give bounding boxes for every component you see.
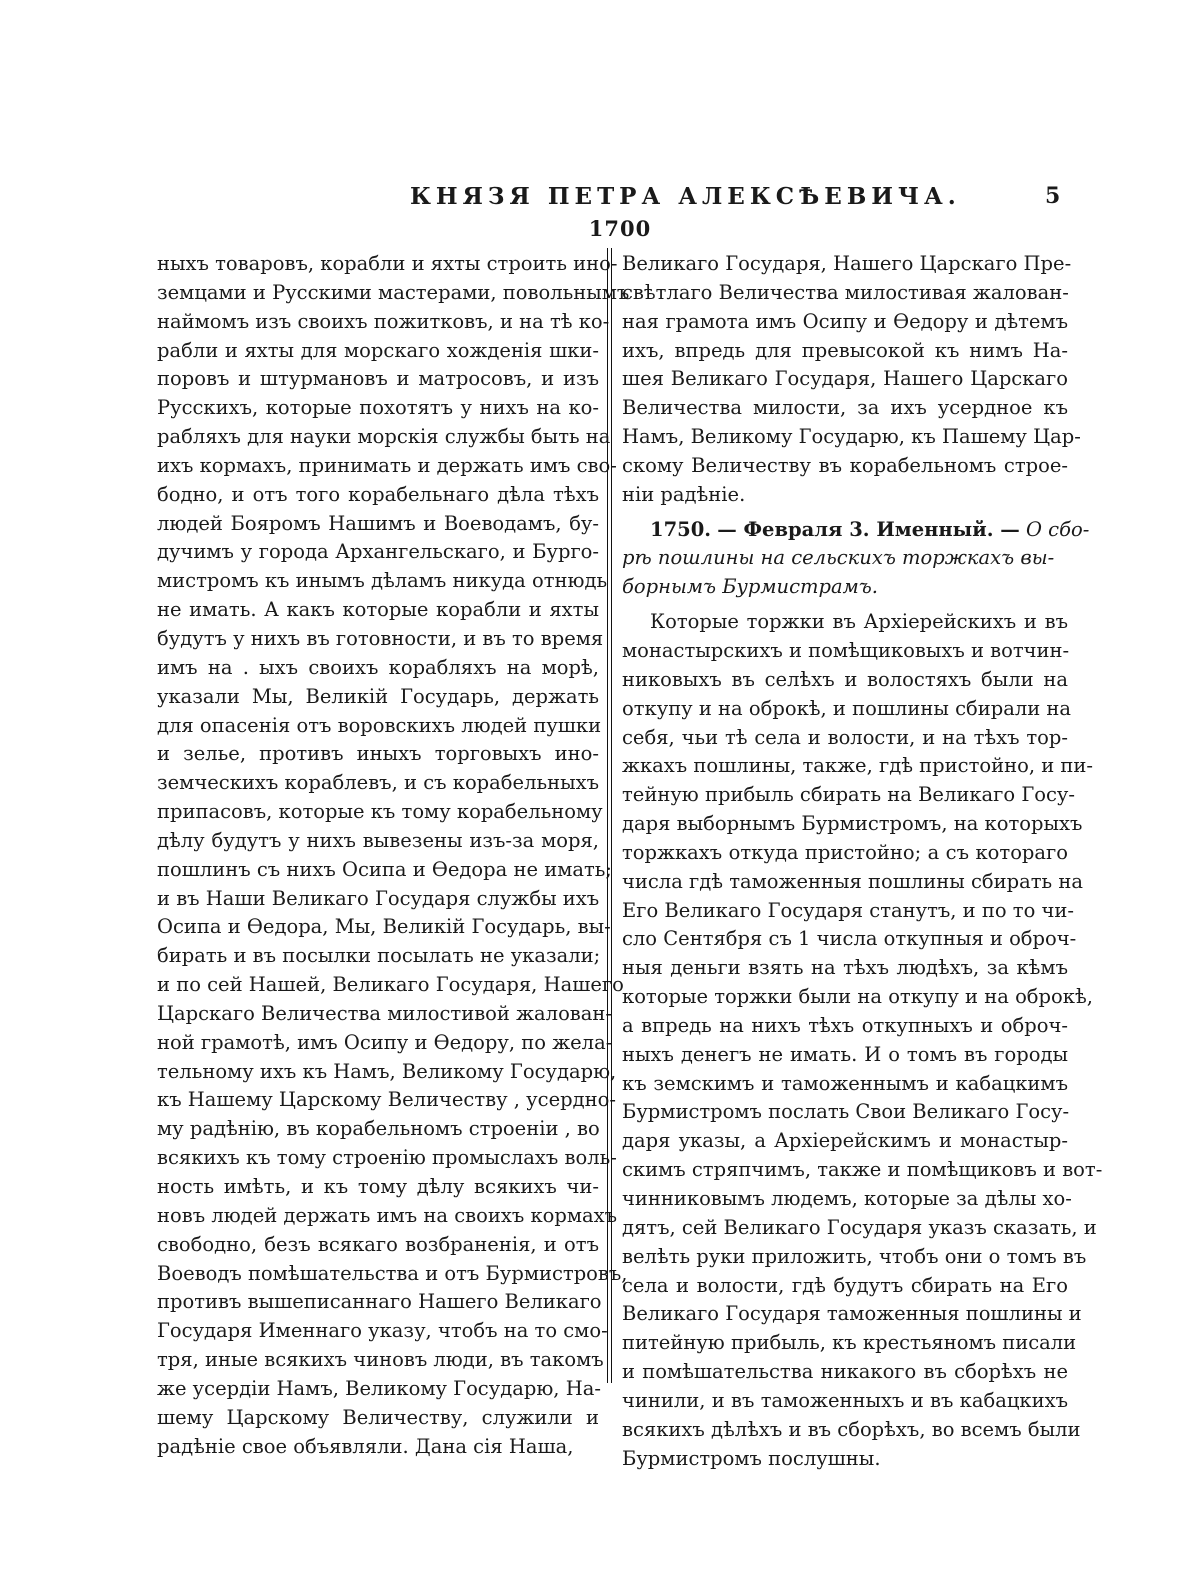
right-column	[622, 250, 1103, 1473]
decree-title-part1: О сбо-	[1025, 517, 1090, 541]
text-line: свѣтлаго Величества милостивая жалован-	[622, 280, 1069, 304]
text-line: радѣніе свое объявляли. Дана сія Наша,	[157, 1434, 574, 1458]
text-line: даря выборнымъ Бурмистромъ, на которыхъ	[622, 812, 1083, 836]
decree-number: 1750.	[650, 517, 712, 541]
text-line: тельному ихъ къ Намъ, Великому Государю,	[157, 1059, 617, 1083]
charter-ending-text	[622, 250, 1081, 510]
text-line: и по сей Нашей, Великаго Государя, Нашего	[157, 973, 624, 997]
text-line: не имать. А какъ которые корабли и яхты	[157, 598, 599, 622]
text-line: противъ вышеписаннаго Нашего Великаго	[157, 1290, 602, 1314]
text-line: рабли и яхты для морскаго хожденія шки-	[157, 338, 599, 362]
text-line: шея Великаго Государя, Нашего Царскаго	[622, 367, 1068, 391]
text-line: Его Великаго Государя станутъ, и по то чи-	[622, 898, 1075, 922]
text-line: новъ людей держать имъ на своихъ кормахъ	[157, 1203, 618, 1227]
text-line: Бурмистромъ послать Свои Великаго Госу-	[622, 1100, 1070, 1124]
text-line: ная грамота имъ Осипу и Ѳедору и дѣтемъ	[622, 309, 1068, 333]
text-line: же усердіи Намъ, Великому Государю, На-	[157, 1376, 601, 1400]
text-line: ность имѣть, и къ тому дѣлу всякихъ чи-	[157, 1175, 599, 1198]
text-line: всякихъ къ тому строенію промыслахъ воль-	[157, 1146, 617, 1170]
text-line: будутъ у нихъ въ готовности, и въ то время	[157, 626, 604, 650]
text-line: припасовъ, которые къ тому корабельному	[157, 800, 603, 824]
text-line: Намъ, Великому Государю, къ Пашему Цар-	[622, 425, 1081, 449]
text-line: велѣть руки приложить, чтобъ они о томъ въ	[622, 1244, 1087, 1268]
text-line: ныя деньги взять на тѣхъ людѣхъ, за кѣмъ	[622, 956, 1068, 980]
text-line: дучимъ у города Архангельскаго, и Бурго-	[157, 540, 599, 564]
text-line: торжкахъ откуда пристойно; а съ котораго	[622, 840, 1068, 864]
text-line: поровъ и штурмановъ и матросовъ, и изъ	[157, 367, 599, 391]
text-line: Великаго Государя таможенныя пошлины и	[622, 1302, 1082, 1326]
text-line: имъ на . ыхъ своихъ корабляхъ на морѣ,	[157, 655, 599, 679]
text-line: ной грамотѣ, имъ Осипу и Ѳедору, по жела-	[157, 1030, 613, 1054]
text-line: Государя Именнаго указу, чтобъ на то смо-	[157, 1319, 608, 1343]
text-line: бодно, и отъ того корабельнаго дѣла тѣхъ	[157, 482, 599, 506]
text-line: скимъ стряпчимъ, также и помѣщиковъ и вот-	[622, 1158, 1103, 1182]
text-line: пошлинъ съ нихъ Осипа и Ѳедора не имать;	[157, 857, 612, 881]
text-line: къ земскимъ и таможеннымъ и кабацкимъ	[622, 1071, 1068, 1095]
text-line: дятъ, сей Великаго Государя указъ сказать, и	[622, 1215, 1097, 1239]
text-line: никовыхъ въ селѣхъ и волостяхъ были на	[622, 667, 1068, 691]
text-line: земцами и Русскими мастерами, повольнымъ	[157, 280, 630, 304]
year-heading: 1700	[588, 216, 652, 241]
decree-date: — Февраля 3. Именный. —	[717, 517, 1020, 541]
text-line: указали Мы, Великій Государь, держать	[157, 684, 599, 708]
decree-title-part3: борнымъ Бурмистрамъ.	[622, 575, 878, 599]
text-line: откупу и на оброкѣ, и пошлины сбирали на	[622, 696, 1072, 720]
text-line: жкахъ пошлины, также, гдѣ пристойно, и пи-	[622, 754, 1094, 778]
text-line: скому Величеству въ корабельномъ строе-	[622, 453, 1068, 477]
page-number: 5	[1045, 183, 1061, 209]
text-line: Которые торжки въ Архіерейскихъ и въ	[650, 610, 1068, 634]
text-line: ихъ, впредь для превысокой къ нимъ На-	[622, 338, 1068, 362]
text-line: питейную прибыль, къ крестьяномъ писали	[622, 1331, 1077, 1355]
text-line: свободно, безъ всякаго возбраненія, и отъ	[157, 1232, 599, 1256]
text-line: Русскихъ, которые похотятъ у нихъ на ко-	[157, 396, 599, 420]
text-line: ныхъ товаровъ, корабли и яхты строить ино-	[157, 252, 618, 275]
text-line: мистромъ къ инымъ дѣламъ никуда отнюдь	[157, 569, 608, 593]
text-line: сло Сентября съ 1 числа откупныя и оброч-	[622, 927, 1077, 951]
decree-title-part2: рѣ пошлины на сельскихъ торжкахъ вы-	[622, 546, 1055, 570]
text-line: чинниковымъ людемъ, которые за дѣлы хо-	[622, 1187, 1072, 1210]
text-line: ихъ кормахъ, принимать и держать имъ сво-	[157, 453, 617, 477]
text-line: ныхъ денегъ не имать. И о томъ въ городы	[622, 1042, 1068, 1066]
text-line: всякихъ дѣлѣхъ и въ сборѣхъ, во всемъ были	[622, 1417, 1081, 1441]
text-line: земческихъ кораблевъ, и съ корабельныхъ	[157, 771, 599, 795]
text-line: которые торжки были на откупу и на оброкѣ,	[622, 985, 1093, 1009]
text-line: и помѣшательства никакого въ сборѣхъ не	[622, 1360, 1068, 1384]
text-line: и въ Наши Великаго Государя службы ихъ	[157, 886, 600, 910]
decree-heading	[622, 516, 1090, 545]
text-line: дѣлу будутъ у нихъ вывезены изъ-за моря,	[157, 828, 599, 852]
decree-body-text	[622, 608, 1103, 1473]
text-line: монастырскихъ и помѣщиковыхъ и вотчин-	[622, 638, 1070, 662]
text-line: тря, иные всякихъ чиновъ люди, въ такомъ	[157, 1348, 604, 1372]
left-column	[157, 250, 630, 1461]
text-line: себя, чьи тѣ села и волости, и на тѣхъ тор-	[622, 725, 1068, 749]
text-line: Воеводъ помѣшательства и отъ Бурмистровъ,	[157, 1261, 628, 1285]
text-line: чинили, и въ таможенныхъ и въ кабацкихъ	[622, 1388, 1068, 1412]
text-line: Великаго Государя, Нашего Царскаго Пре-	[622, 252, 1072, 275]
text-line: людей Бояромъ Нашимъ и Воеводамъ, бу-	[157, 511, 599, 535]
text-line: Величества милости, за ихъ усердное къ	[622, 396, 1068, 420]
text-line: му радѣнію, въ корабельномъ строеніи , во	[157, 1117, 600, 1141]
text-line: для опасенія отъ воровскихъ людей пушки	[157, 713, 602, 737]
text-line: села и волости, гдѣ будутъ сбирать на Его	[622, 1273, 1068, 1297]
text-line: Осипа и Ѳедора, Мы, Великій Государь, вы-	[157, 915, 611, 939]
text-line: ніи радѣніе.	[622, 482, 746, 506]
text-line: а впредь на нихъ тѣхъ откупныхъ и оброч-	[622, 1013, 1068, 1037]
text-line: и зелье, противъ иныхъ торговыхъ ино-	[157, 742, 599, 766]
text-line: шему Царскому Величеству, служили и	[157, 1405, 599, 1429]
column-divider	[607, 248, 612, 1383]
text-line: числа гдѣ таможенныя пошлины сбирать на	[622, 869, 1083, 893]
text-line: тейную прибыль сбирать на Великаго Госу-	[622, 783, 1075, 807]
text-line: даря указы, а Архіерейскимъ и монастыр-	[622, 1129, 1068, 1153]
text-line: наймомъ изъ своихъ пожитковъ, и на тѣ ко-	[157, 309, 610, 333]
text-line: рабляхъ для науки морскія службы быть на	[157, 425, 611, 449]
running-header-title: КНЯЗЯ ПЕТРА АЛЕКСѢЕВИЧА.	[410, 183, 961, 210]
text-line: Царскаго Величества милостивой жалован-	[157, 1001, 612, 1025]
text-line: бирать и въ посылки посылать не указали;	[157, 944, 601, 968]
text-line: Бурмистромъ послушны.	[622, 1446, 881, 1470]
text-line: къ Нашему Царскому Величеству , усердно-	[157, 1088, 616, 1112]
